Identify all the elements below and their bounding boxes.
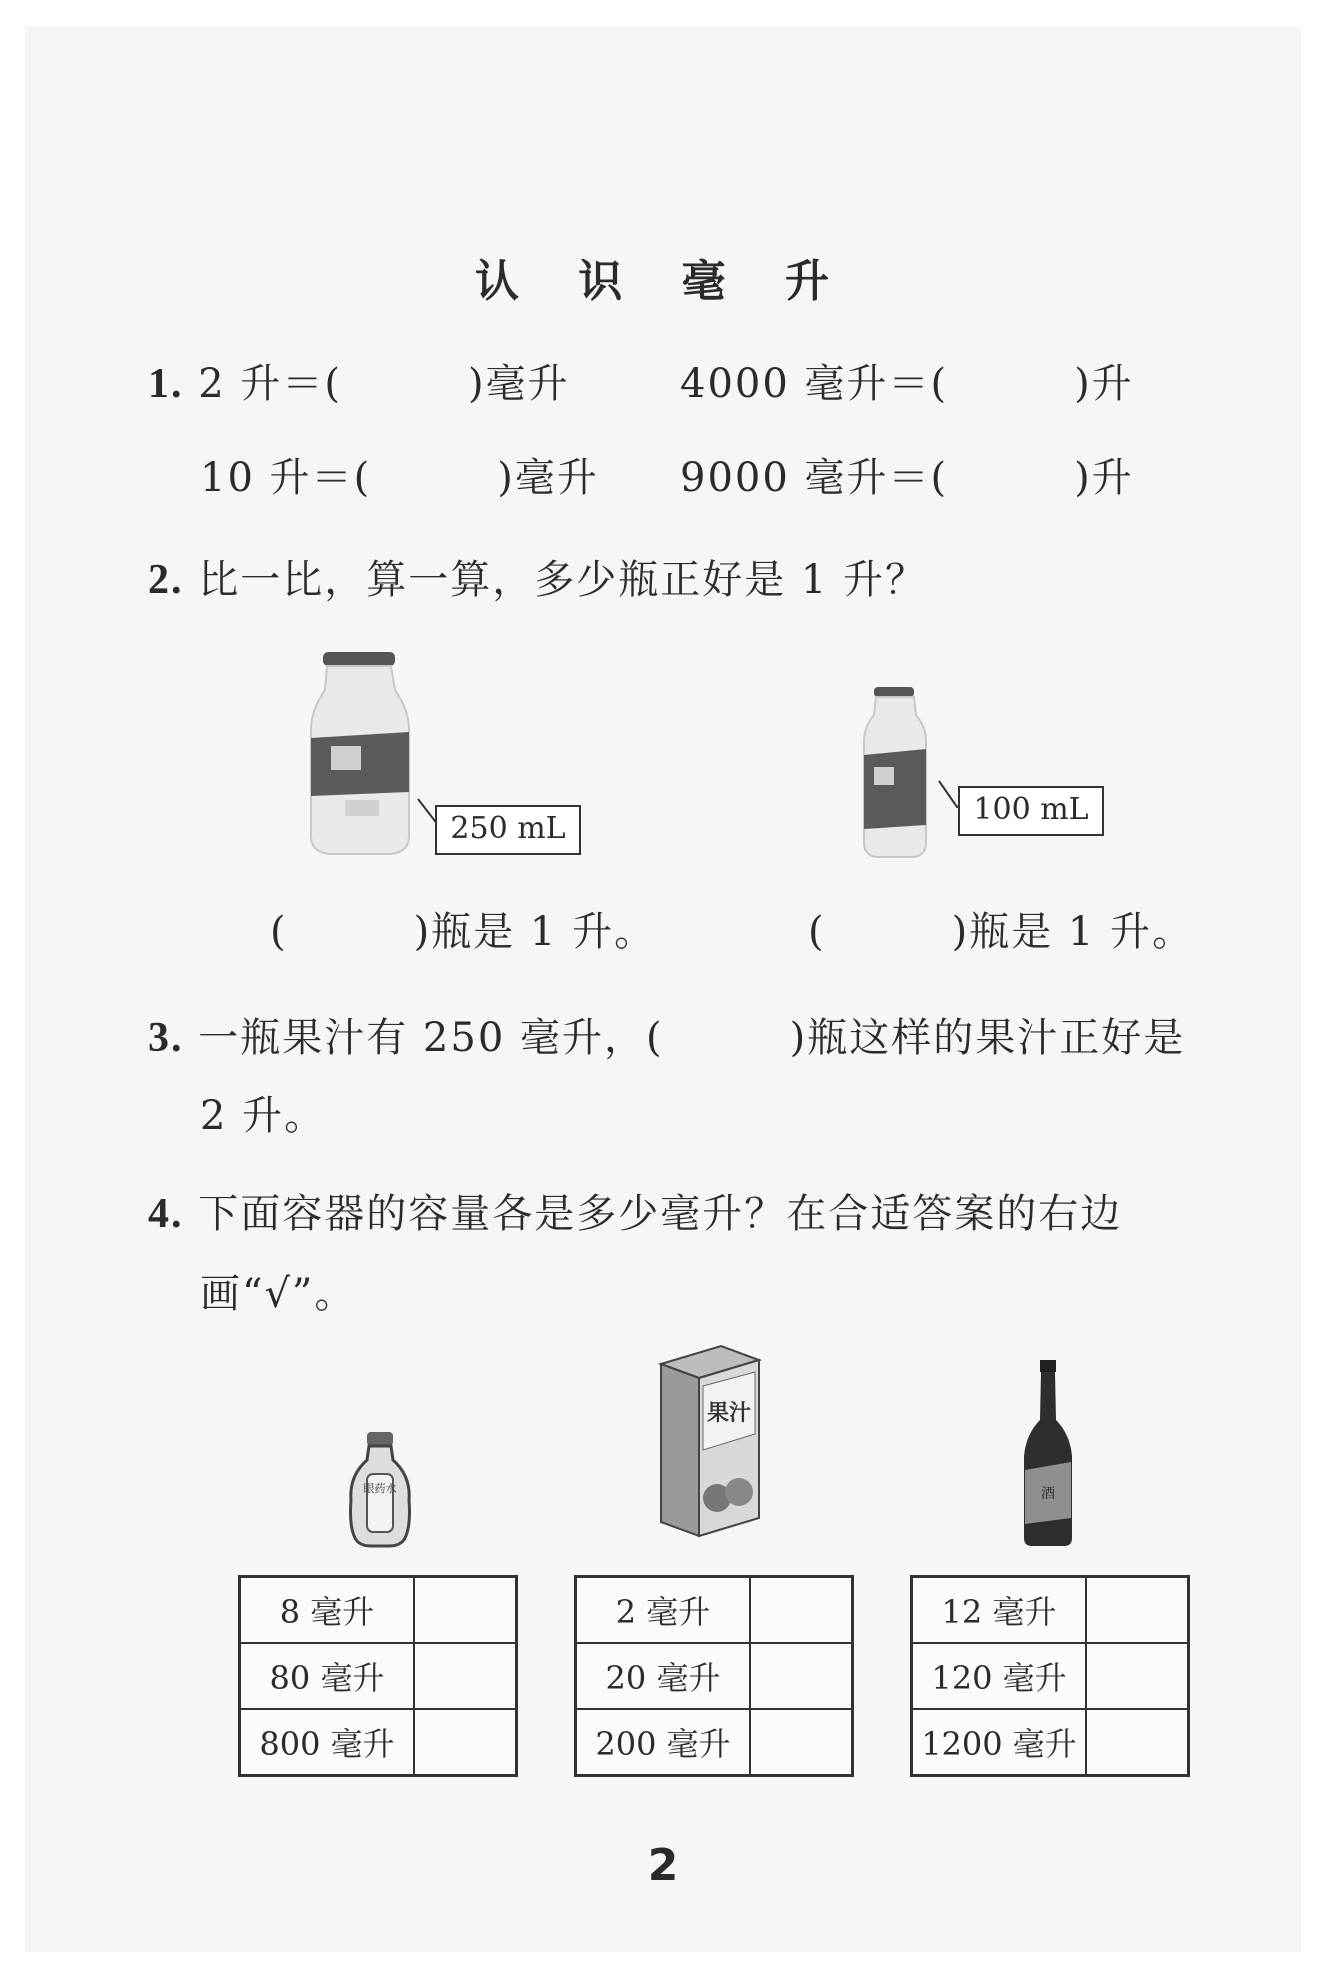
checkmark-cell[interactable] <box>750 1709 853 1776</box>
checkmark-cell[interactable] <box>750 1643 853 1709</box>
table-row <box>576 1709 853 1776</box>
table-row <box>576 1643 853 1709</box>
q1-row1-left-text: 2 升＝( )毫升 <box>198 361 570 407</box>
table-row <box>576 1577 853 1644</box>
option-label: 120 毫升 <box>912 1643 1087 1709</box>
table-row <box>912 1643 1189 1709</box>
option-label: 20 毫升 <box>576 1643 751 1709</box>
q4-line2: 画“√”。 <box>200 1271 357 1317</box>
page-number: 2 <box>647 1840 679 1891</box>
q3-number: 3. <box>148 1015 184 1061</box>
q1-row1-left <box>148 352 570 409</box>
checkmark-cell[interactable] <box>414 1643 517 1709</box>
juice-box-label: 果汁 <box>706 1401 752 1426</box>
q2-prompt <box>148 548 927 605</box>
option-label: 8 毫升 <box>240 1577 415 1644</box>
table-row <box>240 1577 517 1644</box>
wine-bottle-label: 酒 <box>1041 1486 1055 1502</box>
milk-bottle-small-icon <box>860 685 930 860</box>
q1-row2-right: 9000 毫升＝( )升 <box>680 455 1134 501</box>
table-row <box>240 1643 517 1709</box>
checkmark-cell[interactable] <box>1086 1577 1189 1644</box>
eye-drop-label: 眼药水 <box>363 1482 397 1495</box>
q3-line1 <box>148 1006 1185 1063</box>
q4-line1 <box>148 1182 1122 1239</box>
q3-line2: 2 升。 <box>200 1093 327 1139</box>
option-label: 800 毫升 <box>240 1709 415 1776</box>
options-table-wine-bottle <box>910 1575 1190 1777</box>
q1-row2-left: 10 升＝( )毫升 <box>200 455 599 501</box>
volume-label-100: 100 mL <box>958 786 1104 836</box>
juice-box-icon <box>655 1342 765 1542</box>
milk-bottle-large-icon <box>305 650 415 860</box>
options-table-juice-box <box>574 1575 854 1777</box>
option-label: 1200 毫升 <box>912 1709 1087 1776</box>
checkmark-cell[interactable] <box>414 1577 517 1644</box>
options-table-eye-drops <box>238 1575 518 1777</box>
option-label: 80 毫升 <box>240 1643 415 1709</box>
q2-left-answer: ( )瓶是 1 升。 <box>270 909 657 955</box>
volume-label-250: 250 mL <box>435 805 581 855</box>
q2-right-answer: ( )瓶是 1 升。 <box>808 909 1195 955</box>
q2-text: 比一比，算一算，多少瓶正好是 1 升？ <box>198 557 928 603</box>
wine-bottle-icon <box>1020 1358 1076 1548</box>
option-label: 200 毫升 <box>576 1709 751 1776</box>
table-row <box>240 1709 517 1776</box>
checkmark-cell[interactable] <box>414 1709 517 1776</box>
option-label: 12 毫升 <box>912 1577 1087 1644</box>
q4-number: 4. <box>148 1191 184 1237</box>
q3-text: 一瓶果汁有 250 毫升，( )瓶这样的果汁正好是 <box>198 1015 1186 1061</box>
eye-drop-bottle-icon <box>345 1430 415 1550</box>
checkmark-cell[interactable] <box>1086 1709 1189 1776</box>
page-title: 认 识 毫 升 <box>475 256 851 307</box>
table-row <box>912 1709 1189 1776</box>
q2-number: 2. <box>148 557 184 603</box>
q1-row1-right: 4000 毫升＝( )升 <box>680 361 1134 407</box>
option-label: 2 毫升 <box>576 1577 751 1644</box>
q4-text: 下面容器的容量各是多少毫升？在合适答案的右边 <box>198 1191 1123 1237</box>
checkmark-cell[interactable] <box>750 1577 853 1644</box>
table-row <box>912 1577 1189 1644</box>
q1-number: 1. <box>148 361 184 407</box>
checkmark-cell[interactable] <box>1086 1643 1189 1709</box>
